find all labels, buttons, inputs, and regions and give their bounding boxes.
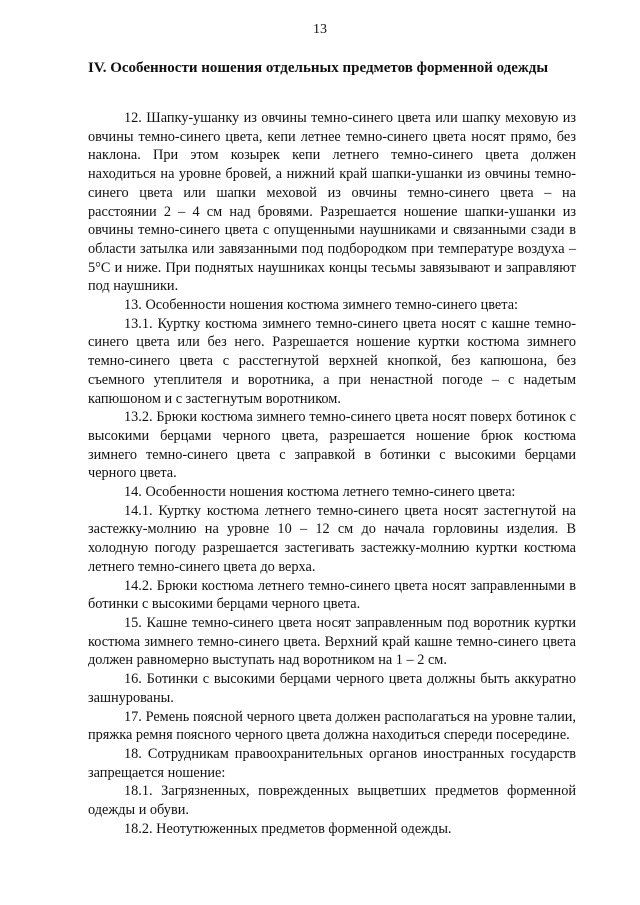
paragraph-13-2: 13.2. Брюки костюма зимнего темно-синего цвета носят поверх ботинок с высокими берцами черного цвета, разрешается ношение брюк костюма зимнего темно-синего цвета с заправкой в ботинки с высокими берцами черного цвета. [88,409,576,482]
paragraph-17: 17. Ремень поясной черного цвета должен располагаться на уровне талии, пряжка ремня поясного черного цвета должна находиться спереди посередине. [88,708,576,744]
paragraph-14-2: 14.2. Брюки костюма летнего темно-синего цвета носят заправленными в ботинки с высокими берцами черного цвета. [88,577,576,613]
paragraph-18: 18. Сотрудникам правоохранительных органов иностранных государств запрещается ношение: [88,745,576,781]
paragraph-15: 15. Кашне темно-синего цвета носят заправленным под воротник куртки костюма зимнего темно-синего цвета. Верхний край кашне темно-синего цвета должен равномерно выступать над воротником на 1 – 2 см. [88,614,576,669]
paragraph-14-1: 14.1. Куртку костюма летнего темно-синего цвета носят застегнутой на застежку-молнию на уровне 10 – 12 см до начала горловины изделия. В холодную погоду разрешается застегивать застежку-молнию куртки костюма летнего темно-синего цвета до верха. [88,502,576,575]
section-heading: IV. Особенности ношения отдельных предметов форменной одежды [88,60,549,76]
page-number: 13 [313,22,327,37]
paragraph-16: 16. Ботинки с высокими берцами черного цвета должны быть аккуратно зашнурованы. [88,671,576,706]
document-body [88,109,576,838]
paragraph-18-2: 18.2. Неотутюженных предметов форменной одежды. [124,820,452,837]
paragraph-18-1: 18.1. Загрязненных, поврежденных выцветших предметов форменной одежды и обуви. [88,783,576,819]
paragraph-14: 14. Особенности ношения костюма летнего темно-синего цвета: [124,484,516,501]
paragraph-13: 13. Особенности ношения костюма зимнего темно-синего цвета: [124,297,519,314]
paragraph-13-1: 13.1. Куртку костюма зимнего темно-синего цвета носят с кашне темно-синего цвета или без него. Разрешается ношение куртки костюма зимнего темно-синего цвета с расстегнутой верхней кнопкой, без капюшона, без съемного утеплителя и воротника, а при ненастной погоде – с надетым капюшоном и с застегнутым воротником. [88,315,576,407]
paragraph-12: 12. Шапку-ушанку из овчины темно-синего цвета или шапку меховую из овчины темно-синего цвета, кепи летнее темно-синего цвета носят прямо, без наклона. При этом козырек кепи летнего темно-синего цвета должен находиться на уровне бровей, а нижний край шапки-ушанки из овчины темно-синего цвета или шапки меховой из овчины темно-синего цвета – на расстоянии 2 – 4 см над бровями. Разрешается ношение шапки-ушанки из овчины темно-синего цвета с опущенными наушниками и связанными сзади в области затылка или завязанными под подбородком при температуре воздуха –5°С и ниже. При поднятых наушниках концы тесьмы завязывают и заправляют под наушники. [88,110,576,295]
